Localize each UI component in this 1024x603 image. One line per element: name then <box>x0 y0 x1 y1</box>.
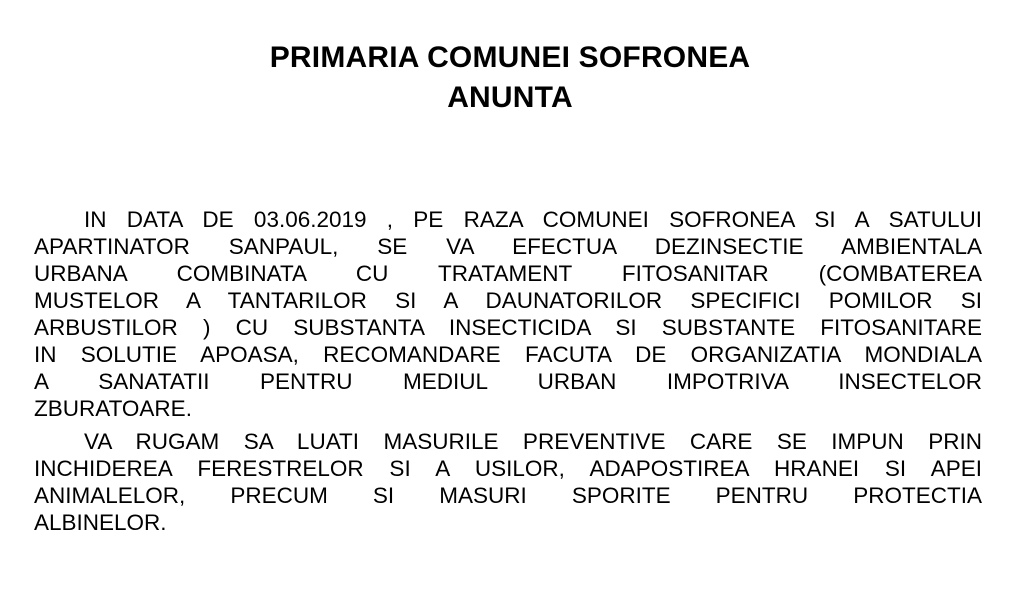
announcement-header <box>0 38 1020 118</box>
header-title: PRIMARIA COMUNEI SOFRONEA <box>269 41 751 74</box>
text-line: ARBUSTILOR ) CU SUBSTANTA INSECTICIDA SI SUBSTANTE FITOSANITARE <box>34 315 982 340</box>
text-line: ZBURATOARE. <box>34 396 192 421</box>
text-line: URBANA COMBINATA CU TRATAMENT FITOSANITAR (COMBATEREA <box>34 261 982 286</box>
text-line: ANIMALELOR, PRECUM SI MASURI SPORITE PENTRU PROTECTIA <box>34 483 982 508</box>
announcement-body <box>34 206 982 536</box>
text-line: IN SOLUTIE APOASA, RECOMANDARE FACUTA DE ORGANIZATIA MONDIALA <box>34 342 982 367</box>
text-line: INCHIDEREA FERESTRELOR SI A USILOR, ADAPOSTIREA HRANEI SI APEI <box>34 456 982 481</box>
text-line: VA RUGAM SA LUATI MASURILE PREVENTIVE CARE SE IMPUN PRIN <box>84 429 982 454</box>
header-subtitle: ANUNTA <box>447 81 573 114</box>
text-line: IN DATA DE 03.06.2019 , PE RAZA COMUNEI SOFRONEA SI A SATULUI <box>84 207 982 232</box>
text-line: APARTINATOR SANPAUL, SE VA EFECTUA DEZINSECTIE AMBIENTALA <box>34 234 982 259</box>
text-line: MUSTELOR A TANTARILOR SI A DAUNATORILOR SPECIFICI POMILOR SI <box>34 288 982 313</box>
text-line: ALBINELOR. <box>34 510 167 535</box>
paragraph-1 <box>34 206 982 422</box>
paragraph-2 <box>34 428 982 536</box>
text-line: A SANATATII PENTRU MEDIUL URBAN IMPOTRIVA INSECTELOR <box>34 369 982 394</box>
